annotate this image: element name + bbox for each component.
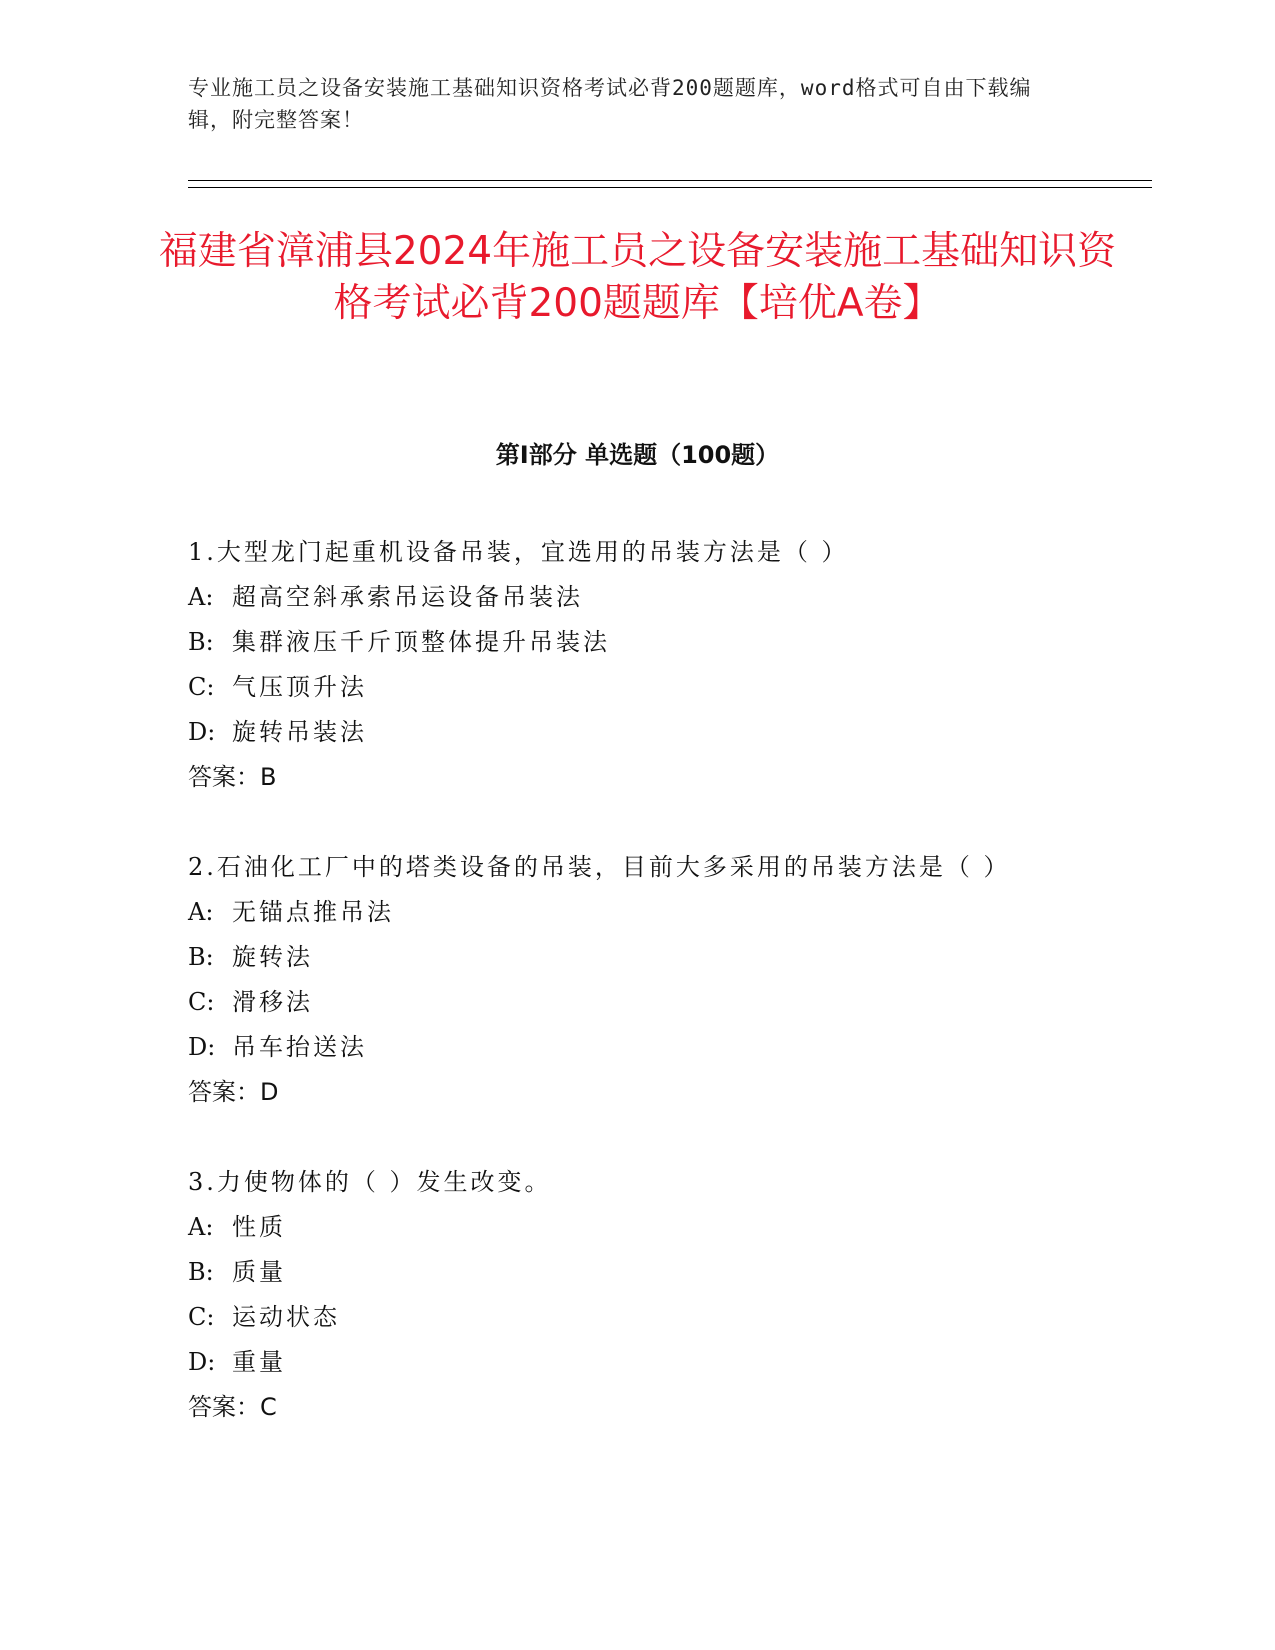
option-text: 运动状态 (232, 1303, 340, 1331)
option-text: 旋转法 (232, 943, 313, 971)
question-option-a (188, 890, 1108, 935)
question-option-b (188, 1250, 1108, 1295)
option-text: 集群液压千斤顶整体提升吊装法 (232, 628, 610, 656)
header-rule-bottom (188, 187, 1152, 188)
question-stem: 1.大型龙门起重机设备吊装，宜选用的吊装方法是（ ） (188, 538, 849, 566)
answer-value: D (260, 1078, 279, 1106)
option-key: D: (188, 1348, 216, 1376)
question-2 (188, 845, 1108, 1115)
question-option-c (188, 1295, 1108, 1340)
option-key: D: (188, 718, 216, 746)
option-key: A: (188, 583, 214, 611)
option-text: 气压顶升法 (232, 673, 367, 701)
option-key: C: (188, 673, 215, 701)
option-text: 无锚点推吊法 (232, 898, 394, 926)
option-text: 超高空斜承索吊运设备吊装法 (232, 583, 583, 611)
document-title: 福建省漳浦县2024年施工员之设备安装施工基础知识资格考试必背200题题库【培优A卷】 (158, 229, 1117, 326)
answer-prefix: 答案： (188, 1078, 260, 1106)
answer-prefix: 答案： (188, 1393, 260, 1421)
option-key: C: (188, 988, 215, 1016)
answer-value: C (260, 1393, 277, 1421)
option-key: B: (188, 943, 214, 971)
answer-value: B (260, 763, 277, 791)
question-option-d (188, 1340, 1108, 1385)
option-text: 重量 (232, 1348, 286, 1376)
option-key: A: (188, 1213, 214, 1241)
question-answer (188, 1070, 1108, 1115)
option-key: D: (188, 1033, 216, 1061)
question-option-a (188, 575, 1108, 620)
question-option-b (188, 935, 1108, 980)
question-list (188, 530, 1108, 1475)
question-stem: 3.力使物体的（ ）发生改变。 (188, 1168, 552, 1196)
option-text: 吊车抬送法 (232, 1033, 367, 1061)
option-text: 质量 (232, 1258, 286, 1286)
question-1 (188, 530, 1108, 800)
question-answer (188, 755, 1108, 800)
question-option-b (188, 620, 1108, 665)
option-key: B: (188, 628, 214, 656)
question-option-c (188, 980, 1108, 1025)
question-option-d (188, 1025, 1108, 1070)
option-key: B: (188, 1258, 214, 1286)
question-option-a (188, 1205, 1108, 1250)
option-key: C: (188, 1303, 215, 1331)
answer-prefix: 答案： (188, 763, 260, 791)
question-option-d (188, 710, 1108, 755)
header-rule-top (188, 180, 1152, 181)
section-heading: 第Ⅰ部分 单选题（100题） (495, 441, 780, 469)
question-stem: 2.石油化工厂中的塔类设备的吊装，目前大多采用的吊装方法是（ ） (188, 853, 1011, 881)
question-answer (188, 1385, 1108, 1430)
option-text: 旋转吊装法 (232, 718, 367, 746)
option-key: A: (188, 898, 214, 926)
question-3 (188, 1160, 1108, 1430)
question-option-c (188, 665, 1108, 710)
header-note: 专业施工员之设备安装施工基础知识资格考试必背200题题库，word格式可自由下载编辑，附完整答案！ (188, 76, 1032, 132)
option-text: 滑移法 (232, 988, 313, 1016)
option-text: 性质 (232, 1213, 286, 1241)
